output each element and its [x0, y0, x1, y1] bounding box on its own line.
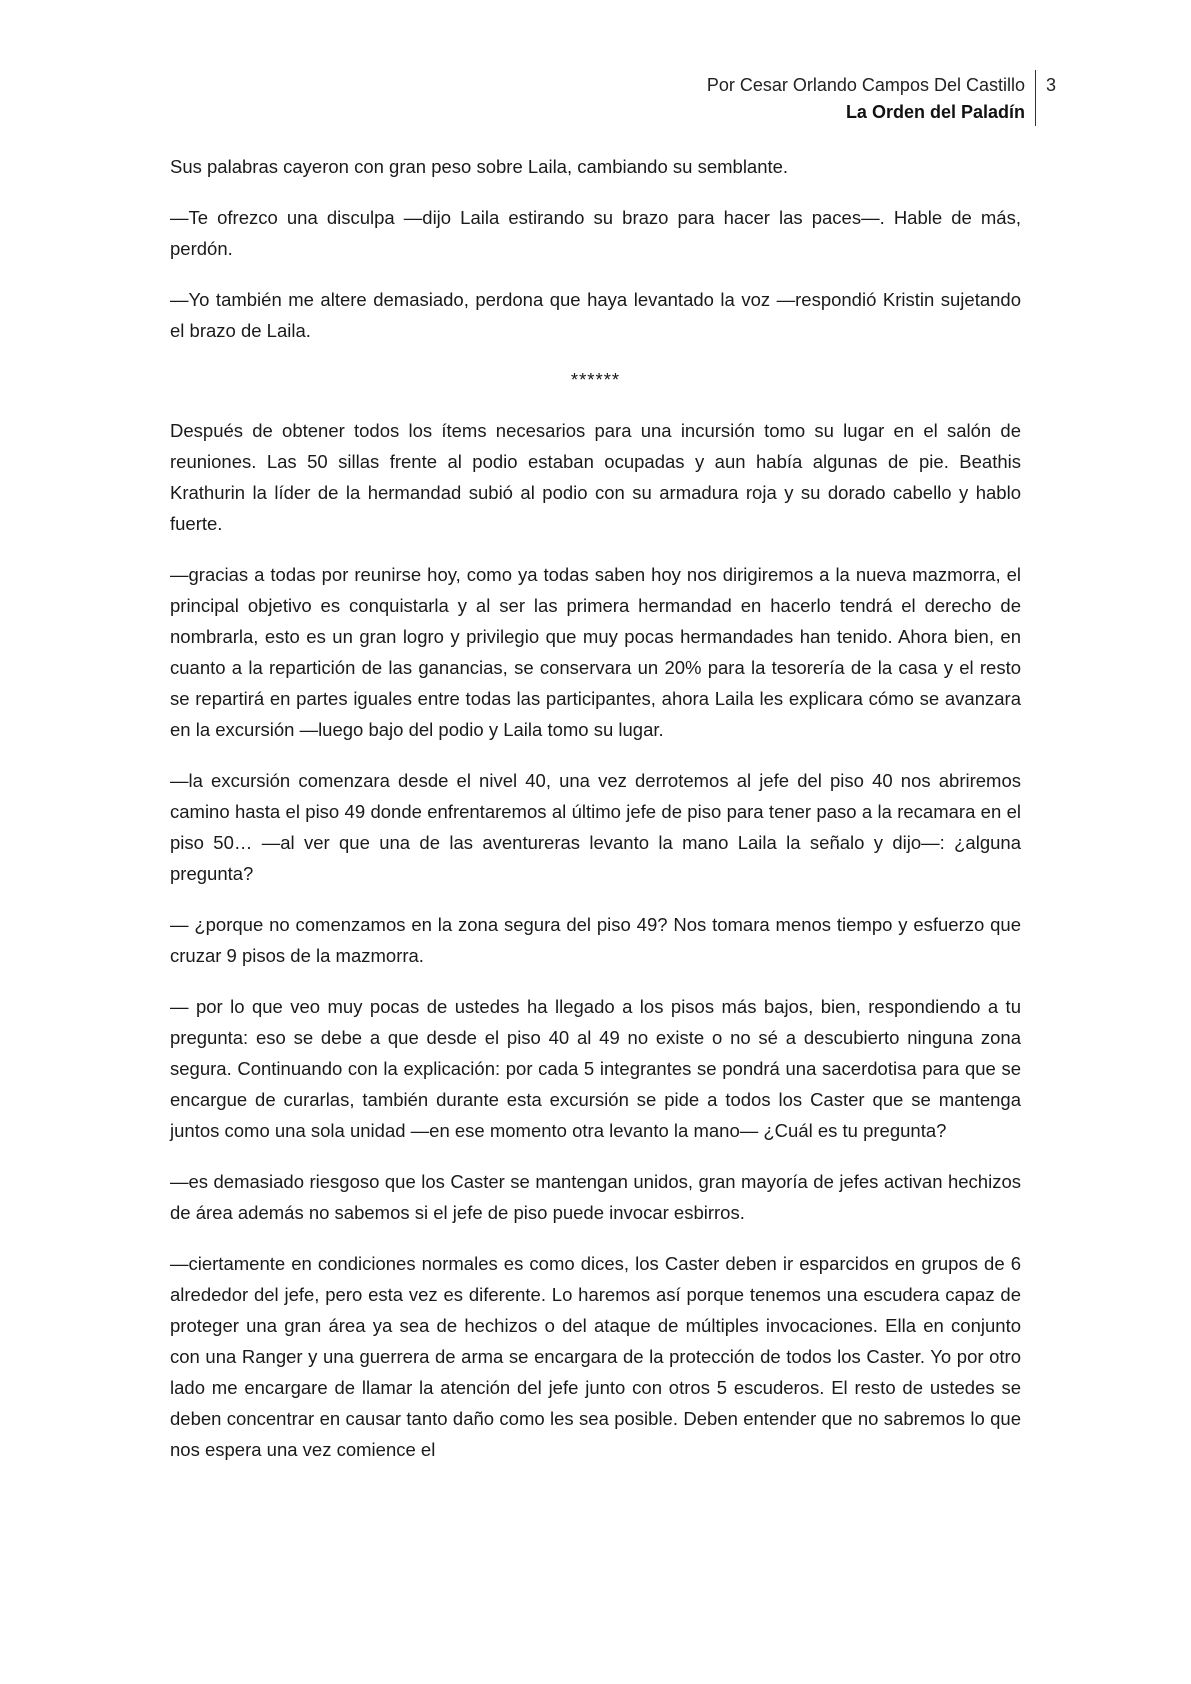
paragraph-1: Sus palabras cayeron con gran peso sobre Laila, cambiando su semblante. [170, 156, 789, 177]
page-number: 3 [1045, 75, 1056, 95]
paragraph-8: — por lo que veo muy pocas de ustedes ha llegado a los pisos más bajos, bien, respondiendo a tu pregunta: eso se debe a que desde el piso 40 al 49 no existe o no sé a descubierto ninguna zona segura. Continuando con la explicación: por cada 5 integrantes se pondrá una sacerdotisa para que se encargue de curarlas, también durante esta excursión se pide a todos los Caster que se mantenga juntos como una sola unidad —en ese momento otra levanto la mano— ¿Cuál es tu pregunta? [170, 996, 1021, 1141]
paragraph-5: —gracias a todas por reunirse hoy, como ya todas saben hoy nos dirigiremos a la nueva mazmorra, el principal objetivo es conquistarla y al ser las primera hermandad en hacerlo tendrá el derecho de nombrarla, esto es un gran logro y privilegio que muy pocas hermandades han tenido. Ahora bien, en cuanto a la repartición de las ganancias, se conservara un 20% para la tesorería de la casa y el resto se repartirá en partes iguales entre todas las participantes, ahora Laila les explicara cómo se avanzara en la excursión —luego bajo del podio y Laila tomo su lugar. [170, 564, 1021, 740]
body-text [170, 151, 1021, 1485]
page-header [707, 70, 1056, 126]
paragraph-9: —es demasiado riesgoso que los Caster se mantengan unidos, gran mayoría de jefes activan hechizos de área además no sabemos si el jefe de piso puede invocar esbirros. [170, 1171, 1021, 1223]
header-author: Por Cesar Orlando Campos Del Castillo [706, 75, 1025, 95]
paragraph-6: —la excursión comenzara desde el nivel 40, una vez derrotemos al jefe del piso 40 nos abriremos camino hasta el piso 49 donde enfrentaremos al último jefe de piso para tener paso a la recamara en el piso 50… —al ver que una de las aventureras levanto la mano Laila la señalo y dijo—: ¿alguna pregunta? [170, 770, 1021, 884]
paragraph-2: —Te ofrezco una disculpa —dijo Laila estirando su brazo para hacer las paces—. Hable de más, perdón. [170, 207, 1021, 259]
paragraph-4: Después de obtener todos los ítems necesarios para una incursión tomo su lugar en el salón de reuniones. Las 50 sillas frente al podio estaban ocupadas y aun había algunas de pie. Beathis Krathurin la líder de la hermandad subió al podio con su armadura roja y su dorado cabello y hablo fuerte. [170, 420, 1021, 534]
header-book-title: La Orden del Paladín [845, 102, 1025, 122]
paragraph-3: —Yo también me altere demasiado, perdona que haya levantado la voz —respondió Kristin sujetando el brazo de Laila. [170, 289, 1021, 341]
header-text-block [707, 70, 1036, 126]
paragraph-7: — ¿porque no comenzamos en la zona segura del piso 49? Nos tomara menos tiempo y esfuerzo que cruzar 9 pisos de la mazmorra. [170, 914, 1021, 966]
scene-separator: ****** [570, 369, 621, 390]
paragraph-10: —ciertamente en condiciones normales es como dices, los Caster deben ir esparcidos en grupos de 6 alrededor del jefe, pero esta vez es diferente. Lo haremos así porque tenemos una escudera capaz de proteger una gran área ya sea de hechizos o del ataque de múltiples invocaciones. Ella en conjunto con una Ranger y una guerrera de arma se encargara de la protección de todos los Caster. Yo por otro lado me encargare de llamar la atención del jefe junto con otros 5 escuderos. El resto de ustedes se deben concentrar en causar tanto daño como les sea posible. Deben entender que no sabremos lo que nos espera una vez comience el [170, 1253, 1021, 1460]
